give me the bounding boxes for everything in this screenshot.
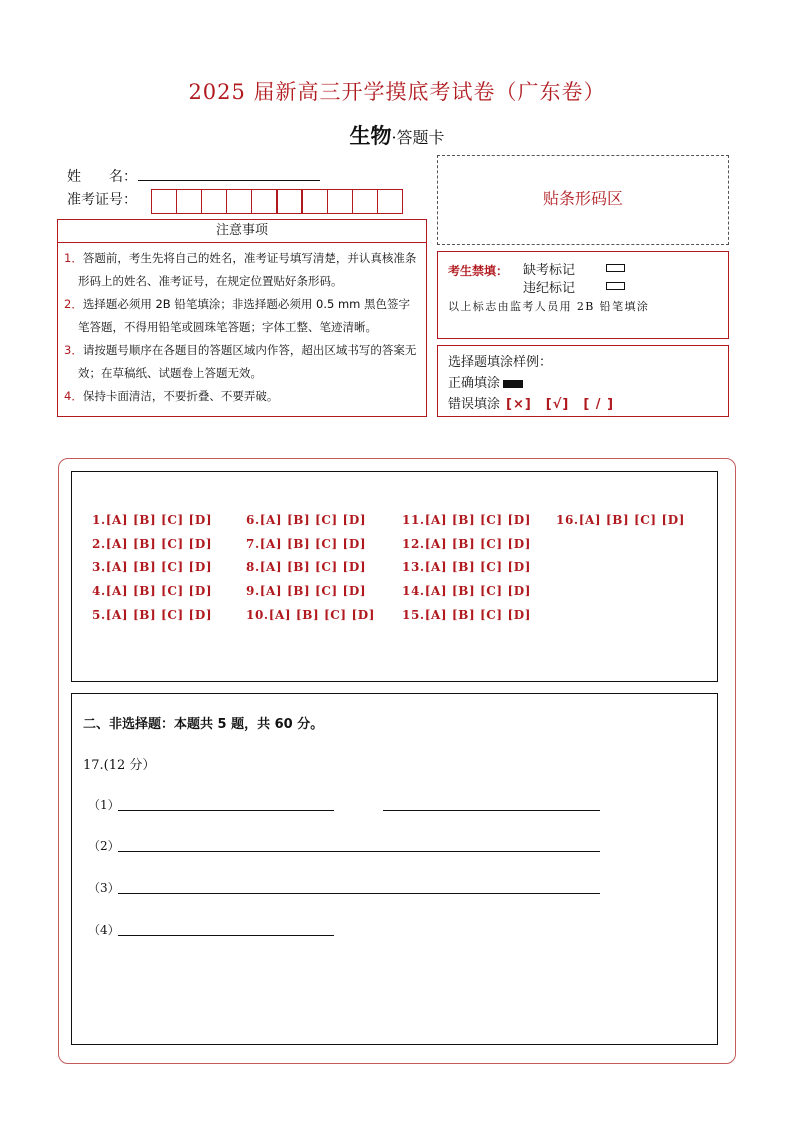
answer-line[interactable]	[118, 935, 334, 936]
mc-question[interactable]: 14.[A] [B] [C] [D]	[402, 584, 532, 598]
proctor-area	[437, 251, 729, 339]
answer-line[interactable]	[118, 810, 334, 811]
example-title: 选择题填涂样例：	[448, 355, 553, 370]
mc-question[interactable]: 7.[A] [B] [C] [D]	[246, 537, 367, 551]
id-digit-box[interactable]	[352, 189, 378, 214]
part-label: （3）	[88, 881, 120, 895]
mc-question[interactable]: 4.[A] [B] [C] [D]	[92, 584, 213, 598]
violation-mark-box[interactable]	[606, 282, 625, 290]
mc-question[interactable]: 3.[A] [B] [C] [D]	[92, 560, 213, 574]
part-label: （1）	[88, 798, 120, 812]
id-digit-box[interactable]	[276, 189, 302, 214]
answer-line[interactable]	[383, 810, 600, 811]
absent-mark-box[interactable]	[606, 264, 625, 272]
name-field[interactable]	[138, 180, 320, 181]
multiple-choice-box	[71, 471, 718, 682]
id-label: 准考证号：	[67, 192, 137, 208]
mc-question[interactable]: 8.[A] [B] [C] [D]	[246, 560, 367, 574]
mc-question[interactable]: 10.[A] [B] [C] [D]	[246, 608, 376, 622]
proctor-label: 考生禁填：	[448, 264, 509, 278]
mc-question[interactable]: 16.[A] [B] [C] [D]	[556, 513, 686, 527]
exam-id-boxes[interactable]	[152, 189, 403, 214]
mc-question[interactable]: 6.[A] [B] [C] [D]	[246, 513, 367, 527]
proctor-note: 以上标志由监考人员用 2B 铅笔填涂	[448, 300, 650, 313]
id-digit-box[interactable]	[377, 189, 403, 214]
violation-label: 违纪标记	[523, 281, 576, 296]
answer-line[interactable]	[118, 851, 600, 852]
section-title: 二、非选择题：本题共 5 题，共 60 分。	[83, 717, 324, 732]
free-response-box	[71, 693, 718, 1045]
example-correct: 正确填涂	[448, 373, 728, 394]
id-digit-box[interactable]	[201, 189, 227, 214]
part-label: （2）	[88, 839, 120, 853]
mc-question[interactable]: 13.[A] [B] [C] [D]	[402, 560, 532, 574]
notice-heading: 注意事项	[57, 219, 427, 243]
id-digit-box[interactable]	[251, 189, 277, 214]
mc-question[interactable]: 2.[A] [B] [C] [D]	[92, 537, 213, 551]
barcode-area: 贴条形码区	[437, 155, 729, 245]
sheet-label: ·答题卡	[391, 128, 445, 147]
id-digit-box[interactable]	[151, 189, 177, 214]
notice-item: 2．选择题必须用 2B 铅笔填涂；非选择题必须用 0.5 mm 黑色签字笔答题，不得用铅笔或圆珠笔答题；字体工整、笔迹清晰。	[64, 297, 411, 334]
mc-question[interactable]: 15.[A] [B] [C] [D]	[402, 608, 532, 622]
fill-example	[437, 345, 729, 417]
example-wrong: 错误填涂 [×] [√] [ / ]	[448, 397, 615, 412]
question-17-title: 17.(12 分）	[83, 758, 156, 773]
mc-question[interactable]: 5.[A] [B] [C] [D]	[92, 608, 213, 622]
id-digit-box[interactable]	[327, 189, 353, 214]
notice-item: 4．保持卡面清洁，不要折叠、不要弄破。	[64, 389, 279, 403]
answer-line[interactable]	[118, 893, 600, 894]
exam-title: 2025 届新高三开学摸底考试卷（广东卷）	[188, 80, 606, 104]
name-label: 姓 名：	[67, 169, 137, 185]
id-digit-box[interactable]	[226, 189, 252, 214]
mc-question[interactable]: 11.[A] [B] [C] [D]	[402, 513, 532, 527]
mc-question[interactable]: 12.[A] [B] [C] [D]	[402, 537, 532, 551]
subject-title	[0, 120, 794, 150]
part-label: （4）	[88, 923, 120, 937]
notice-list	[57, 242, 427, 417]
notice-item: 1．答题前，考生先将自己的姓名，准考证号填写清楚，并认真核准条形码上的姓名、准考证号，在规定位置贴好条形码。	[64, 251, 417, 288]
mc-question[interactable]: 1.[A] [B] [C] [D]	[92, 513, 213, 527]
filled-box-icon	[503, 380, 523, 388]
notice-item: 3．请按题号顺序在各题目的答题区域内作答，超出区域书写的答案无效；在草稿纸、试题卷上答题无效。	[64, 343, 417, 380]
subject-name: 生物	[349, 123, 392, 148]
id-digit-box[interactable]	[301, 189, 327, 214]
id-digit-box[interactable]	[176, 189, 202, 214]
mc-question[interactable]: 9.[A] [B] [C] [D]	[246, 584, 367, 598]
absent-label: 缺考标记	[523, 263, 576, 278]
